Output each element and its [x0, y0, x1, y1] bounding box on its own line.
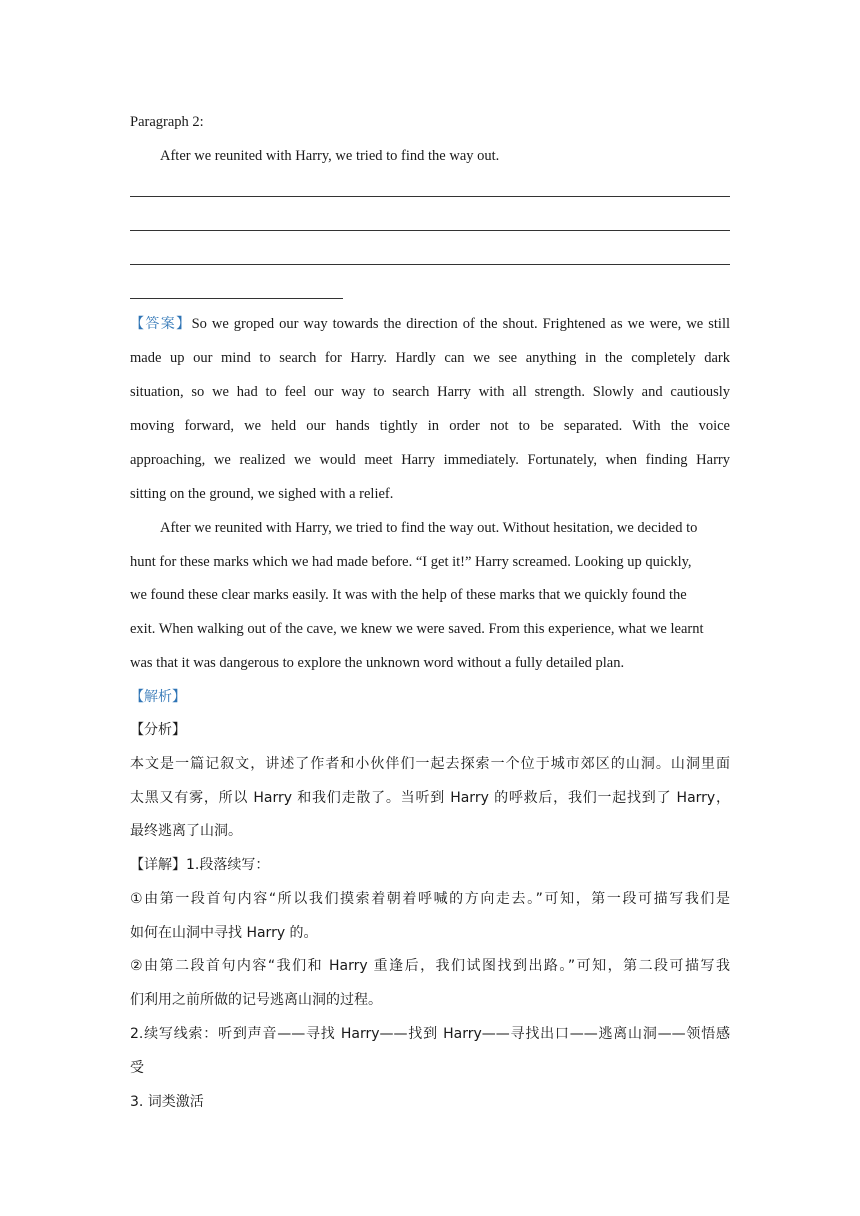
- answer-line: sitting on the ground, we sighed with a relief.: [130, 486, 394, 502]
- analysis-line: 最终逃离了山洞。: [130, 823, 242, 839]
- answer-line: was that it was dangerous to explore the unknown word without a fully detailed plan.: [130, 655, 625, 671]
- answer-line: made up our mind to search for Harry. Hardly can we see anything in the completely dark: [130, 350, 730, 366]
- detail-line: 受: [130, 1060, 144, 1076]
- answer-line: exit. When walking out of the cave, we knew we were saved. From this experience, what we learnt: [130, 621, 704, 637]
- answer-line: situation, so we had to feel our way to search Harry with all strength. Slowly and cautiously: [130, 384, 730, 400]
- answer-line: moving forward, we held our hands tightly in order not to be separated. With the voice: [130, 418, 730, 434]
- analysis-line: 太黑又有雾，所以 Harry 和我们走散了。当听到 Harry 的呼救后，我们一起找到了 Harry，: [130, 790, 730, 806]
- detail-line: 如何在山洞中寻找 Harry 的。: [130, 925, 318, 941]
- answer-line: we found these clear marks easily. It was with the help of these marks that we quickly found the: [130, 587, 687, 603]
- detail-line: 3. 词类激活: [130, 1094, 204, 1110]
- answer-blank-line: [130, 230, 730, 231]
- answer-tag: 【答案】: [130, 316, 192, 332]
- detail-line: ②由第二段首句内容“我们和 Harry 重逢后，我们试图找到出路。”可知，第二段可描写我: [130, 958, 730, 974]
- answer-line: hunt for these marks which we had made before. “I get it!” Harry screamed. Looking up quickly,: [130, 554, 692, 570]
- paragraph-opening: After we reunited with Harry, we tried to find the way out.: [160, 148, 500, 164]
- analysis-tag: 【解析】: [130, 689, 186, 705]
- detail-line: 【详解】1.段落续写：: [130, 857, 270, 873]
- detail-line: ①由第一段首句内容“所以我们摸索着朝着呼喊的方向走去。”可知，第一段可描写我们是: [130, 891, 730, 907]
- answer-blank-line: [130, 298, 343, 299]
- answer-line: approaching, we realized we would meet Harry immediately. Fortunately, when finding Harry: [130, 452, 730, 468]
- answer-line: 【答案】So we groped our way towards the direction of the shout. Frightened as we were, we still: [130, 316, 730, 332]
- detail-line: 们利用之前所做的记号逃离山洞的过程。: [130, 992, 382, 1008]
- detail-line: 2.续写线索：听到声音——寻找 Harry——找到 Harry——寻找出口——逃离山洞——领悟感: [130, 1026, 730, 1042]
- answer-blank-line: [130, 264, 730, 265]
- fenxi-tag: 【分析】: [130, 722, 186, 738]
- answer-line: After we reunited with Harry, we tried to find the way out. Without hesitation, we decided to: [160, 520, 698, 536]
- paragraph-heading: Paragraph 2:: [130, 114, 204, 130]
- answer-blank-line: [130, 196, 730, 197]
- detail-tag: 【详解】: [130, 857, 186, 873]
- analysis-line: 本文是一篇记叙文，讲述了作者和小伙伴们一起去探索一个位于城市郊区的山洞。山洞里面: [130, 756, 730, 772]
